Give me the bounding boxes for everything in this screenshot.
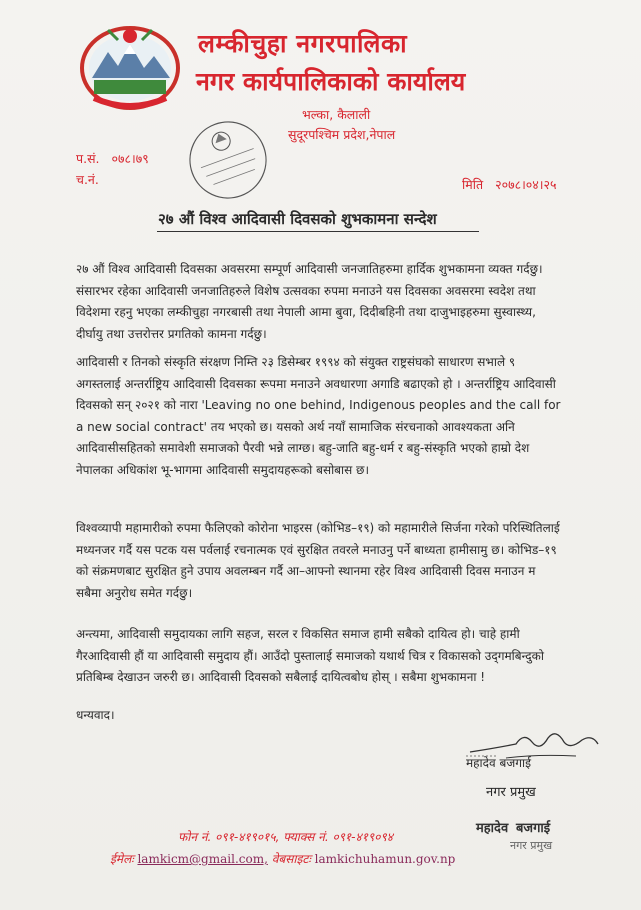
signer-role: नगर प्रमुख (486, 785, 536, 800)
footer-contact (110, 850, 455, 867)
paragraph-1: २७ औं विश्व आदिवासी दिवसका अवसरमा सम्पूर्ण आदिवासी जनजातिहरुमा हार्दिक शुभकामना व्यक्त गर्दछु। संसारभर रहेका आदिवासी जनजातिहरुले विशेष उत्सवका रुपमा मनाउने यस दिवसका अवसरमा स्वदेश तथा विदेशमा रहनु भएका लम्कीचुहा नगरबासी तथा नेपाली आमा बुवा, दिदीबहिनी तथा दाजुभाइहरुमा सुस्वास्थ्य, दीर्घायु तथा उत्तरोत्तर प्रगतिको कामना गर्दछु। (76, 262, 543, 341)
closing-thanks: धन्यवाद। (76, 708, 115, 722)
paragraph-4: अन्त्यमा, आदिवासी समुदायका लागि सहज, सरल र विकसित समाज हामी सबैको दायित्व हो। चाहे हामी गैरआदिवासी हौं या आदिवासी समुदाय हौं। आउँदो पुस्तालाई समाजको यथार्थ चित्र र विकासको उद्‌गमबिन्दुको प्रतिबिम्ब देखाउन जरुरी छ। आदिवासी दिवसको सबैलाई दायित्वबोध होस् । सबैमा शुभकामना ! (76, 627, 545, 684)
address-line-1: भल्का, कैलाली (302, 107, 371, 122)
reference-cn (76, 171, 99, 188)
office-name: नगर कार्यपालिकाको कार्यालय (196, 67, 466, 96)
website-link[interactable]: lamkichuhamun.gov.np (314, 852, 456, 866)
email-label: ईमेलः (110, 852, 134, 866)
signer-name: महादेव बजगाई (466, 756, 532, 770)
ps-value: ०७८।७९ (111, 151, 149, 166)
cn-label: च.नं. (76, 172, 99, 187)
paragraph-2: आदिवासी र तिनको संस्कृति संरक्षण निम्ति २३ डिसेम्बर १९९४ को संयुक्त राष्ट्रसंघको साधारण सभाले ९ अगस्तलाई अन्तर्राष्ट्रिय आदिवासी दिवसका रूपमा मनाउने अवधारणा अगाडि बढाएको हो । अन्तर्राष्ट्रिय आदिवासी दिवसको सन् २०२१ को नारा 'Leaving no one behind, Indigenous peoples and the call for a new social contract' तय भएको छ। यसको अर्थ नयाँ सामाजिक संरचनाको आवश्यकता अनि आदिवासीसहितको समावेशी समाजको पैरवी भन्ने लाग्छ। बहु-जाति बहु-धर्म र बहु-संस्कृति भएको हाम्रो देश नेपालका अधिकांश भू-भागमा आदिवासी समुदायहरूको बसोबास छ। (76, 355, 561, 477)
reference-ps (76, 150, 149, 167)
stamp-role: नगर प्रमुख (510, 839, 553, 852)
municipality-name: लम्कीचुहा नगरपालिका (198, 29, 408, 58)
title-underline (157, 231, 479, 232)
municipality-emblem-logo (74, 22, 186, 114)
footer-phone-fax: फोन नं. ०९१-४१९०१५, फ्याक्स नं. ०९१-४१९०९४ (178, 830, 393, 844)
address-line-2: सुदूरपश्चिम प्रदेश,नेपाल (288, 127, 396, 142)
date-value: २०७८।०४।२५ (495, 177, 557, 192)
date-label: मिति (462, 177, 484, 192)
letter-date (462, 176, 557, 193)
stamp-name: महादेव बजगाई (476, 821, 551, 836)
paragraph-3: विश्वव्यापी महामारीको रुपमा फैलिएको कोरोना भाइरस (कोभिड–१९) को महामारीले सिर्जना गरेको परिस्थितिलाई मध्यनजर गर्दै यस पटक यस पर्वलाई रचनात्मक एवं सुरक्षित तवरले मनाउनु पर्ने बाध्यता हामीसामु छ। कोभिड–१९ को संक्रमणबाट सुरक्षित हुने उपाय अवलम्बन गर्दै आ–आफ्नो स्थानमा रहेर विश्व आदिवासी दिवस मनाउन म सबैमा अनुरोध समेत गर्दछु। (76, 521, 560, 600)
letter-title: २७ औं विश्व आदिवासी दिवसको शुभकामना सन्देश (158, 210, 437, 228)
website-label: वेबसाइटः (271, 852, 311, 866)
ps-label: प.सं. (76, 151, 100, 166)
office-seal-stamp (186, 118, 270, 202)
email-link[interactable]: lamkicm@gmail.com, (137, 852, 268, 866)
